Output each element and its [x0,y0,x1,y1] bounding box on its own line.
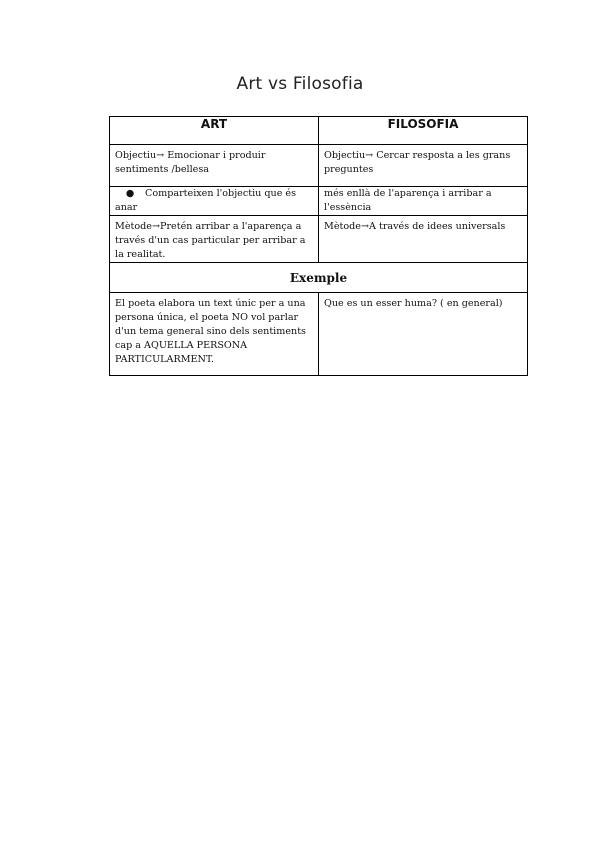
example-heading: Exemple [110,263,528,293]
method-row [110,216,528,263]
example-row [110,293,528,376]
philosophy-method: Mètode→A través de idees universals [319,216,528,263]
shared-goal-row [110,187,528,216]
shared-goal-left [110,187,319,216]
shared-goal-left-text: Comparteixen l'objectiu que és anar [115,188,297,213]
objective-row [110,145,528,187]
comparison-table [109,116,528,376]
philosophy-example: Que es un esser huma? ( en general) [319,293,528,376]
art-example: El poeta elabora un text únic per a una persona única, el poeta NO vol parlar d'un tema general sino dels sentiments cap a AQUELLA PERSONA PARTICULARMENT. [110,293,319,376]
art-objective: Objectiu→ Emocionar i produir sentiments /bellesa [110,145,319,187]
header-art: ART [110,117,319,145]
philosophy-objective: Objectiu→ Cercar resposta a les grans preguntes [319,145,528,187]
shared-goal-right: més enllà de l'aparença i arribar a l'essència [319,187,528,216]
bullet-icon: ● [125,188,135,199]
page-title: Art vs Filosofia [236,74,364,94]
header-philosophy: FILOSOFIA [319,117,528,145]
header-row [110,117,528,145]
example-heading-row [110,263,528,293]
art-method: Mètode→Pretén arribar a l'aparença a través d'un cas particular per arribar a la realitat. [110,216,319,263]
